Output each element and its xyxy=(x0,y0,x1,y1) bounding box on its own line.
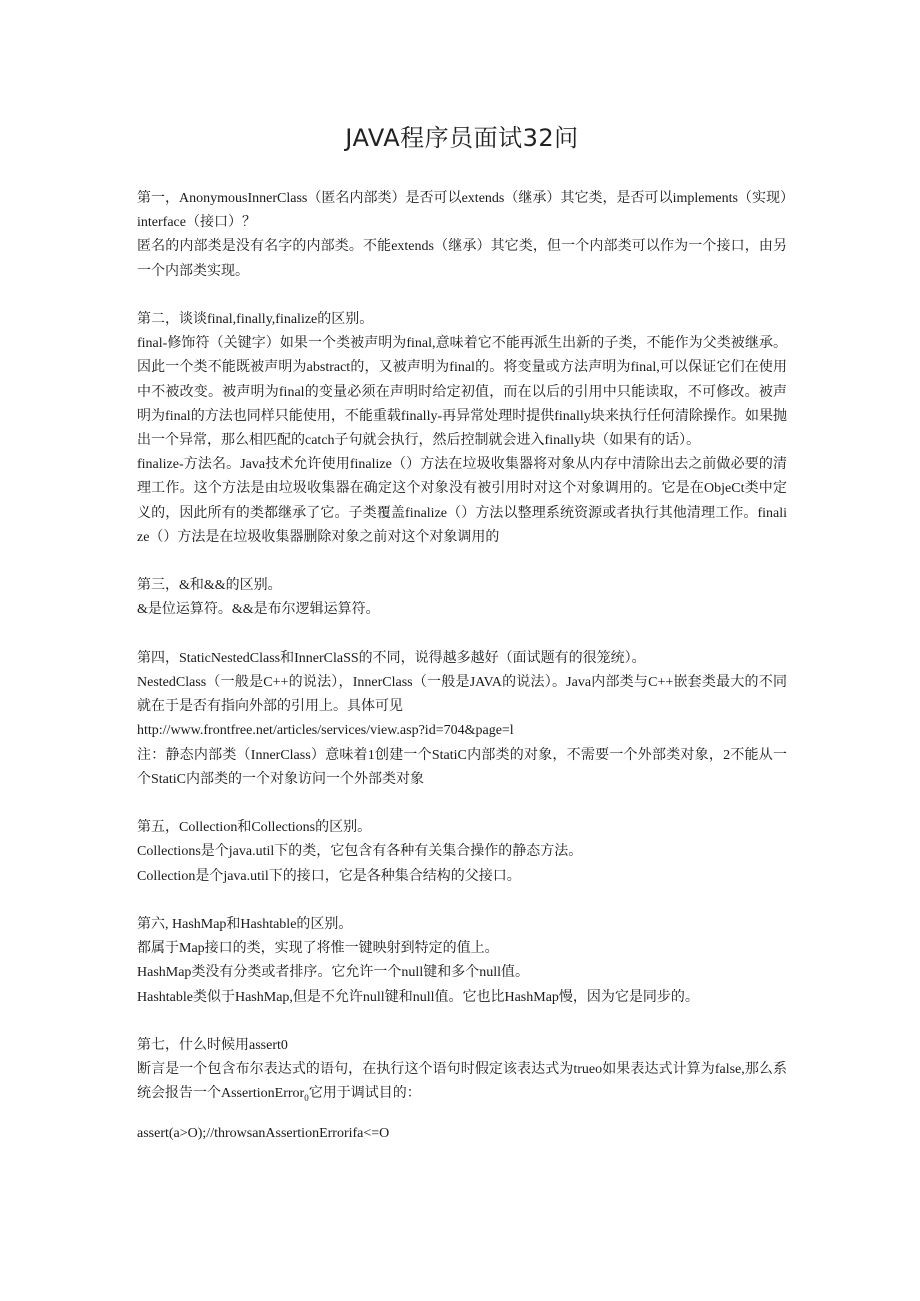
section-7 xyxy=(137,1034,787,1147)
answer-text: finalize-方法名。Java技术允许使用finalize（）方法在垃圾收集器将对象从内存中清除出去之前做必要的清理工作。这个方法是由垃圾收集器在确定这个对象没有被引用时对这个对象调用的。它是在ObjeCt类中定义的，因此所有的类都继承了它。子类覆盖finalize（）方法以整理系统资源或者执行其他清理工作。finalize（）方法是在垃圾收集器删除对象之前对这个对象调用的 xyxy=(137,457,787,545)
question-text: 第五，Collection和Collections的区别。 xyxy=(137,820,372,836)
question-text: 第六, HashMap和Hashtable的区别。 xyxy=(137,917,353,933)
section-2 xyxy=(137,308,787,550)
code-line: assert(a>O);//throwsanAssertionErrorifa<=O xyxy=(137,1126,390,1142)
answer-text: 匿名的内部类是没有名字的内部类。不能extends（继承）其它类，但一个内部类可以作为一个接口，由另一个内部类实现。 xyxy=(137,239,787,279)
answer-text-tail: 它用于调试目的： xyxy=(308,1086,421,1102)
section-6 xyxy=(137,913,787,1010)
question-text: 第七，什么时候用assert0 xyxy=(137,1038,288,1054)
answer-text: Hashtable类似于HashMap,但是不允许null键和null值。它也比HashMap慢，因为它是同步的。 xyxy=(137,989,699,1005)
question-text: 第三，&和&&的区别。 xyxy=(137,578,282,594)
document-title: JAVA程序员面试32问 xyxy=(345,124,579,152)
answer-text xyxy=(137,1058,787,1110)
document-body xyxy=(137,187,787,1147)
answer-text: Collection是个java.util下的接口，它是各种集合结构的父接口。 xyxy=(137,868,521,884)
answer-subscript: 0 xyxy=(304,1093,309,1104)
question-text: 第一，AnonymousInnerClass（匿名内部类）是否可以extends（继承）其它类，是否可以implements（实现）interface（接口）？ xyxy=(137,191,787,231)
section-3 xyxy=(137,574,787,622)
answer-text: final-修饰符（关键字）如果一个类被声明为final,意味着它不能再派生出新的子类，不能作为父类被继承。因此一个类不能既被声明为abstract的，又被声明为final的。将变量或方法声明为final,可以保证它们在使用中不被改变。被声明为final的变量必须在声明时给定初值，而在以后的引用中只能读取，不可修改。被声明为final的方法也同样只能使用，不能重载finally-再异常处理时提供finally块来执行任何清除操作。如果抛出一个异常，那么相匹配的catch子句就会执行，然后控制就会进入finally块（如果有的话）。 xyxy=(137,336,787,449)
answer-text: HashMap类没有分类或者排序。它允许一个null键和多个null值。 xyxy=(137,965,529,981)
answer-text: 都属于Map接口的类，实现了将惟一键映射到特定的值上。 xyxy=(137,941,499,957)
section-4 xyxy=(137,647,787,792)
answer-text: &是位运算符。&&是布尔逻辑运算符。 xyxy=(137,602,380,618)
reference-link: http://www.frontfree.net/articles/services/view.asp?id=704&page=l xyxy=(137,723,514,739)
question-text: 第四，StaticNestedClass和InnerClaSS的不同，说得越多越好（面试题有的很笼统）。 xyxy=(137,650,646,666)
answer-text-main: 断言是一个包含布尔表达式的语句，在执行这个语句时假定该表达式为trueo如果表达式计算为false,那么系统会报告一个AssertionError xyxy=(137,1062,787,1102)
section-5 xyxy=(137,816,787,889)
answer-text: Collections是个java.util下的类，它包含有各种有关集合操作的静态方法。 xyxy=(137,844,583,860)
answer-note: 注：静态内部类（InnerClass）意味着1创建一个StatiC内部类的对象，不需要一个外部类对象，2不能从一个StatiC内部类的一个对象访问一个外部类对象 xyxy=(137,747,787,787)
section-1 xyxy=(137,187,787,284)
answer-text: NestedClass（一般是C++的说法），InnerClass（一般是JAVA的说法）。Java内部类与C++嵌套类最大的不同就在于是否有指向外部的引用上。具体可见 xyxy=(137,675,787,715)
question-text: 第二，谈谈final,finally,finalize的区别。 xyxy=(137,312,374,327)
